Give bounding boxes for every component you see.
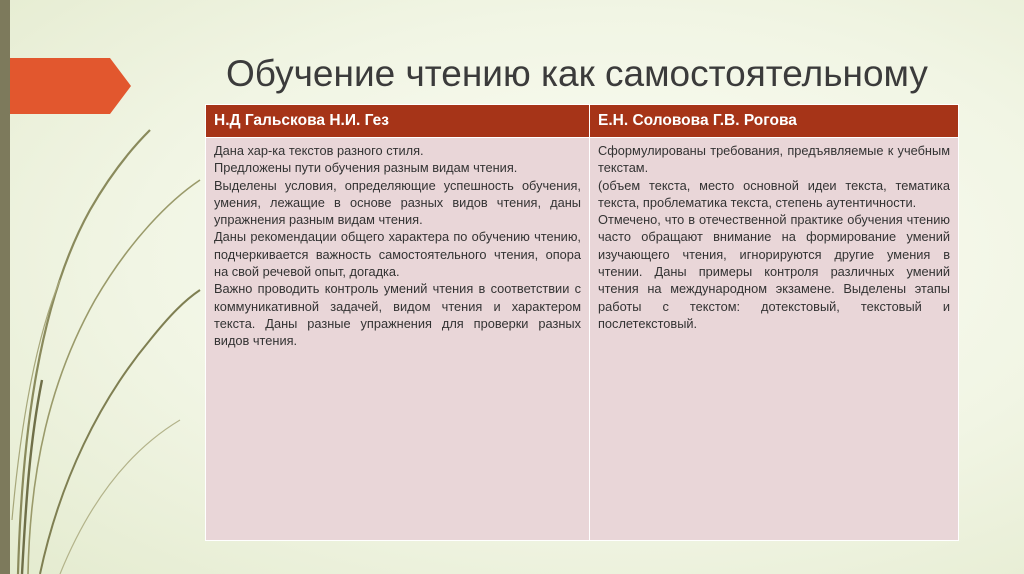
comparison-table-container	[205, 104, 959, 541]
cell-galskova-gez	[206, 138, 590, 541]
cell-paragraph: Даны рекомендации общего характера по обучению чтению, подчеркивается важность самостоятельного чтения, опора на свой речевой опыт, догадка.	[214, 229, 581, 280]
cell-paragraph: (объем текста, место основной идеи текста, тематика текста, проблематика текста, степень аутентичности.	[598, 177, 950, 210]
cell-paragraph: Отмечено, что в отечественной практике обучения чтению часто обращают внимание на формирование умений изучающего чтения, игнорируются другие умения в чтении. Даны примеры контроля различных умений чтения на международном экзамене. Выделены этапы работы с текстом: дотекстовый, текстовый и послетекстовый.	[598, 212, 950, 331]
slide-title: Обучение чтению как самостоятельному	[226, 53, 928, 94]
header-galskova-gez: Н.Д Гальскова Н.И. Гез	[206, 105, 590, 138]
cell-paragraph: Сформулированы требования, предъявляемые к учебным текстам.	[598, 143, 950, 176]
cell-paragraph: Важно проводить контроль умений чтения в соответствии с коммуникативной задачей, видом чтения и характером текста. Даны разные упражнения для проверки разных видов чтения.	[214, 281, 581, 349]
table-header-row	[206, 105, 959, 138]
cell-solovova-rogova	[590, 138, 959, 541]
table-row	[206, 138, 959, 541]
comparison-table	[205, 104, 959, 541]
cell-paragraph: Дана хар-ка текстов разного стиля.	[214, 143, 424, 158]
arrow-tab-shape	[10, 58, 131, 114]
header-solovova-rogova: Е.Н. Соловова Г.В. Рогова	[590, 105, 959, 138]
cell-paragraph: Выделены условия, определяющие успешность обучения, умения, лежащие в основе разных видов чтения, даны упражнения разным видам чтения.	[214, 177, 581, 228]
cell-paragraph: Предложены пути обучения разным видам чтения.	[214, 160, 518, 176]
